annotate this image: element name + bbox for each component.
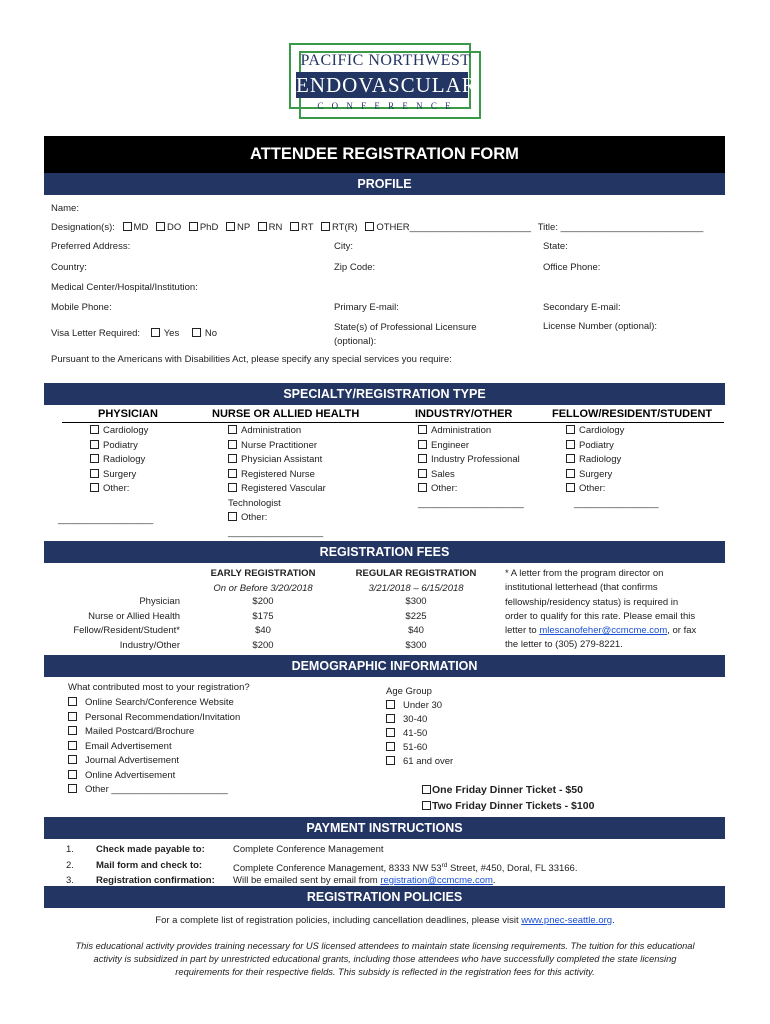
option-administration[interactable]: Administration bbox=[228, 424, 326, 439]
age-41-50[interactable]: 41-50 bbox=[386, 727, 453, 741]
item-number: 2. bbox=[66, 859, 74, 871]
secondary-email-field[interactable]: Secondary E-mail: bbox=[543, 302, 621, 313]
industry-options bbox=[418, 424, 524, 511]
fee-regular-value: $300 bbox=[405, 596, 427, 607]
policies-text: For a complete list of registration policies, including cancellation deadlines, please visit www.pnec-seattle.org. bbox=[155, 915, 615, 926]
option-surgery[interactable]: Surgery bbox=[90, 468, 148, 483]
checkbox-icon bbox=[90, 454, 99, 463]
checkbox-icon bbox=[123, 222, 132, 231]
checkbox-icon bbox=[68, 770, 77, 779]
demographic-heading: DEMOGRAPHIC INFORMATION bbox=[44, 655, 725, 677]
item-number: 1. bbox=[66, 844, 74, 855]
pnec-website-link[interactable]: www.pnec-seattle.org bbox=[521, 915, 613, 926]
program-email-link[interactable]: mlescanofeher@ccmcme.com bbox=[539, 625, 668, 637]
item-value: Will be emailed sent by email from registration@ccmcme.com. bbox=[233, 875, 496, 886]
primary-email-field[interactable]: Primary E-mail: bbox=[334, 302, 399, 313]
title-field[interactable]: Title: ___________________________ bbox=[537, 222, 704, 233]
licensure-field[interactable] bbox=[334, 321, 477, 349]
checkbox-icon bbox=[90, 483, 99, 492]
age-under-30[interactable]: Under 30 bbox=[386, 699, 453, 713]
fee-row bbox=[40, 624, 490, 639]
fees-heading: REGISTRATION FEES bbox=[44, 541, 725, 563]
policies-heading: REGISTRATION POLICIES bbox=[44, 886, 725, 908]
age-group-options bbox=[386, 699, 453, 769]
mobile-phone-field[interactable]: Mobile Phone: bbox=[51, 302, 112, 313]
option-engineer[interactable]: Engineer bbox=[418, 439, 524, 454]
fee-row-label: Nurse or Allied Health bbox=[88, 610, 180, 622]
form-title: ATTENDEE REGISTRATION FORM bbox=[44, 136, 725, 173]
dinner-ticket-two[interactable]: Two Friday Dinner Tickets - $100 bbox=[422, 800, 594, 812]
fee-row-label: Fellow/Resident/Student* bbox=[73, 625, 180, 636]
option-radiology[interactable]: Radiology bbox=[566, 453, 659, 468]
fellow-options bbox=[566, 424, 659, 511]
license-number-field[interactable]: License Number (optional): bbox=[543, 321, 658, 332]
fee-row bbox=[40, 610, 490, 625]
fellow-letter-note bbox=[505, 567, 696, 653]
fee-row-label: Industry/Other bbox=[119, 639, 180, 651]
industry-column-title: INDUSTRY/OTHER bbox=[415, 408, 513, 420]
checkbox-icon bbox=[68, 712, 77, 721]
early-registration-title: EARLY REGISTRATION bbox=[210, 568, 316, 579]
nurse-other-blank[interactable]: __________________ bbox=[228, 526, 324, 538]
option-other[interactable]: Other: bbox=[566, 482, 659, 497]
fee-regular-value: $40 bbox=[408, 625, 424, 636]
option-sales[interactable]: Sales bbox=[418, 468, 524, 483]
checkbox-icon bbox=[321, 222, 330, 231]
educational-disclaimer bbox=[0, 940, 770, 978]
option-radiology[interactable]: Radiology bbox=[90, 453, 148, 468]
industry-other-blank[interactable]: ____________________ bbox=[418, 497, 524, 509]
option-other[interactable]: Other ______________________ bbox=[68, 783, 240, 798]
checkbox-icon bbox=[418, 483, 427, 492]
visa-no-checkbox[interactable]: No bbox=[192, 328, 217, 339]
visa-row bbox=[51, 328, 217, 339]
checkbox-icon bbox=[386, 700, 395, 709]
option-other[interactable]: Other: bbox=[418, 482, 524, 497]
payment-item bbox=[66, 858, 706, 874]
disclaimer-line: requirements for their respective fields. This subsidy is reflected in the registration fees for this activity. bbox=[175, 966, 595, 977]
option-registered-vascular[interactable]: Registered Vascular bbox=[228, 482, 326, 497]
checkbox-icon bbox=[566, 454, 575, 463]
fee-regular-value: $225 bbox=[405, 610, 427, 622]
designation-np[interactable]: NP bbox=[221, 222, 250, 233]
checkbox-icon bbox=[90, 425, 99, 434]
age-30-40[interactable]: 30-40 bbox=[386, 713, 453, 727]
payment-item bbox=[66, 842, 706, 858]
zip-field[interactable]: Zip Code: bbox=[334, 262, 376, 273]
option-online-advertisement[interactable]: Online Advertisement bbox=[68, 769, 240, 784]
checkbox-icon bbox=[365, 222, 374, 231]
checkbox-icon bbox=[68, 726, 77, 735]
logo-line3: C O N F E R E N C E bbox=[317, 101, 454, 111]
state-field[interactable]: State: bbox=[543, 241, 568, 252]
fee-regular-value: $300 bbox=[405, 639, 427, 651]
fee-early-value: $200 bbox=[252, 596, 274, 607]
referral-options bbox=[68, 696, 240, 798]
fee-row-label: Physician bbox=[139, 596, 180, 607]
item-value: Complete Conference Management bbox=[233, 844, 384, 855]
ada-field[interactable]: Pursuant to the Americans with Disabilities Act, please specify any special services you require: bbox=[51, 354, 452, 365]
checkbox-icon bbox=[68, 755, 77, 764]
option-podiatry[interactable]: Podiatry bbox=[90, 439, 148, 454]
option-surgery[interactable]: Surgery bbox=[566, 468, 659, 483]
option-registered-nurse[interactable]: Registered Nurse bbox=[228, 468, 326, 483]
checkbox-icon bbox=[151, 328, 160, 337]
checkbox-icon bbox=[228, 454, 237, 463]
option-personal-recommendation[interactable]: Personal Recommendation/Invitation bbox=[68, 711, 240, 726]
option-online-search[interactable]: Online Search/Conference Website bbox=[68, 696, 240, 711]
checkbox-icon bbox=[156, 222, 165, 231]
profile-heading: PROFILE bbox=[44, 173, 725, 195]
checkbox-icon bbox=[566, 483, 575, 492]
early-registration-date: On or Before 3/20/2018 bbox=[213, 583, 313, 594]
designation-other[interactable]: OTHER_______________________ bbox=[360, 222, 531, 233]
note-line: * A letter from the program director on bbox=[505, 568, 664, 579]
option-administration[interactable]: Administration bbox=[418, 424, 524, 439]
option-physician-assistant[interactable]: Physician Assistant bbox=[228, 453, 326, 468]
checkbox-icon bbox=[386, 742, 395, 751]
option-cardiology[interactable]: Cardiology bbox=[90, 424, 148, 439]
checkbox-icon bbox=[566, 425, 575, 434]
designation-row bbox=[51, 222, 703, 233]
checkbox-icon bbox=[258, 222, 267, 231]
checkbox-icon bbox=[566, 440, 575, 449]
country-field[interactable]: Country: bbox=[51, 262, 87, 273]
conference-logo bbox=[284, 42, 486, 124]
note-line: the letter to (305) 279-8221. bbox=[505, 639, 623, 651]
item-label: Check made payable to: bbox=[96, 844, 205, 855]
option-email-advertisement[interactable]: Email Advertisement bbox=[68, 740, 240, 755]
checkbox-icon bbox=[418, 454, 427, 463]
city-field[interactable]: City: bbox=[334, 241, 353, 252]
fellow-column-title: FELLOW/RESIDENT/STUDENT bbox=[552, 408, 713, 420]
option-other[interactable]: Other: bbox=[228, 511, 326, 526]
checkbox-icon bbox=[90, 440, 99, 449]
payment-list bbox=[66, 842, 706, 889]
designation-rtr[interactable]: RT(R) bbox=[316, 222, 358, 233]
checkbox-icon bbox=[228, 469, 237, 478]
checkbox-icon bbox=[192, 328, 201, 337]
designation-do[interactable]: DO bbox=[151, 222, 181, 233]
visa-label: Visa Letter Required: bbox=[51, 328, 141, 339]
option-journal-advertisement[interactable]: Journal Advertisement bbox=[68, 754, 240, 769]
visa-yes-checkbox[interactable]: Yes bbox=[151, 328, 180, 339]
physician-other-blank[interactable]: __________________ bbox=[58, 514, 154, 525]
logo-line1: PACIFIC NORTHWEST bbox=[300, 52, 471, 69]
physician-column-title: PHYSICIAN bbox=[98, 408, 158, 420]
designation-md[interactable]: MD bbox=[118, 222, 149, 233]
checkbox-icon bbox=[418, 440, 427, 449]
checkbox-icon bbox=[386, 756, 395, 765]
item-label: Mail form and check to: bbox=[96, 859, 203, 871]
age-51-60[interactable]: 51-60 bbox=[386, 741, 453, 755]
checkbox-icon bbox=[68, 697, 77, 706]
option-industry-professional[interactable]: Industry Professional bbox=[418, 453, 524, 468]
checkbox-icon bbox=[228, 425, 237, 434]
checkbox-icon bbox=[228, 512, 237, 521]
option-technologist-line: Technologist bbox=[228, 497, 281, 509]
designation-phd[interactable]: PhD bbox=[184, 222, 218, 233]
checkbox-icon bbox=[228, 483, 237, 492]
physician-options bbox=[90, 424, 148, 497]
item-label: Registration confirmation: bbox=[96, 875, 215, 886]
option-mailed-postcard[interactable]: Mailed Postcard/Brochure bbox=[68, 725, 240, 740]
dinner-ticket-one[interactable]: One Friday Dinner Ticket - $50 bbox=[422, 784, 583, 796]
regular-registration-title: REGULAR REGISTRATION bbox=[355, 568, 477, 579]
option-other[interactable]: Other: bbox=[90, 482, 148, 497]
fee-row bbox=[40, 595, 490, 610]
fee-row bbox=[40, 639, 490, 654]
checkbox-icon bbox=[386, 714, 395, 723]
name-field[interactable]: Name: bbox=[51, 203, 79, 214]
preferred-address-field[interactable]: Preferred Address: bbox=[51, 241, 131, 252]
option-podiatry[interactable]: Podiatry bbox=[566, 439, 659, 454]
office-phone-field[interactable]: Office Phone: bbox=[543, 262, 601, 273]
regular-registration-date: 3/21/2018 – 6/15/2018 bbox=[368, 583, 464, 594]
note-line: fellowship/residency status) is required in bbox=[505, 596, 679, 608]
checkbox-icon bbox=[68, 784, 77, 793]
fee-early-value: $175 bbox=[252, 610, 274, 622]
nurse-options bbox=[228, 424, 326, 540]
checkbox-icon bbox=[386, 728, 395, 737]
licensure-label-2: (optional): bbox=[334, 336, 377, 347]
logo-line2: ENDOVASCULAR bbox=[296, 73, 477, 97]
note-line: order to qualify for this rate. Please email this bbox=[505, 610, 696, 622]
demographic-question: What contributed most to your registration? bbox=[68, 682, 250, 693]
age-61-over[interactable]: 61 and over bbox=[386, 755, 453, 769]
fellow-other-blank[interactable]: ________________ bbox=[574, 497, 659, 509]
licensure-label-1: State(s) of Professional Licensure bbox=[334, 322, 477, 333]
checkbox-icon bbox=[418, 469, 427, 478]
fee-early-value: $200 bbox=[252, 639, 274, 651]
designation-rt[interactable]: RT bbox=[285, 222, 313, 233]
fee-table bbox=[40, 595, 490, 653]
note-line: letter to mlescanofeher@ccmcme.com, or fax bbox=[505, 625, 697, 637]
item-number: 3. bbox=[66, 875, 74, 886]
item-value: Complete Conference Management, 8333 NW 53rd Street, #450, Doral, FL 33166. bbox=[233, 861, 578, 874]
disclaimer-line: activity is subsidized in part by unrestricted educational grants, including those attendees who have successfully completed the state licensing bbox=[93, 953, 677, 964]
checkbox-icon bbox=[422, 785, 431, 794]
registration-email-link[interactable]: registration@ccmcme.com bbox=[380, 875, 493, 886]
checkbox-icon bbox=[90, 469, 99, 478]
checkbox-icon bbox=[418, 425, 427, 434]
fee-early-value: $40 bbox=[255, 625, 271, 636]
column-header-underline bbox=[62, 422, 724, 423]
nurse-column-title: NURSE OR ALLIED HEALTH bbox=[212, 408, 360, 420]
age-group-label: Age Group bbox=[386, 686, 432, 697]
designation-rn[interactable]: RN bbox=[253, 222, 283, 233]
checkbox-icon bbox=[290, 222, 299, 231]
checkbox-icon bbox=[228, 440, 237, 449]
checkbox-icon bbox=[422, 801, 431, 810]
specialty-heading: SPECIALTY/REGISTRATION TYPE bbox=[44, 383, 725, 405]
checkbox-icon bbox=[226, 222, 235, 231]
designation-label: Designation(s): bbox=[51, 222, 115, 233]
medical-center-field[interactable]: Medical Center/Hospital/Institution: bbox=[51, 282, 198, 293]
disclaimer-line: This educational activity provides training necessary for US licensed attendees to maintain state licensing requirements. The tuition for this educational bbox=[75, 941, 695, 951]
checkbox-icon bbox=[68, 741, 77, 750]
option-cardiology[interactable]: Cardiology bbox=[566, 424, 659, 439]
checkbox-icon bbox=[566, 469, 575, 478]
option-nurse-practitioner[interactable]: Nurse Practitioner bbox=[228, 439, 326, 454]
payment-heading: PAYMENT INSTRUCTIONS bbox=[44, 817, 725, 839]
note-line: institutional letterhead (that confirms bbox=[505, 582, 658, 594]
checkbox-icon bbox=[189, 222, 198, 231]
